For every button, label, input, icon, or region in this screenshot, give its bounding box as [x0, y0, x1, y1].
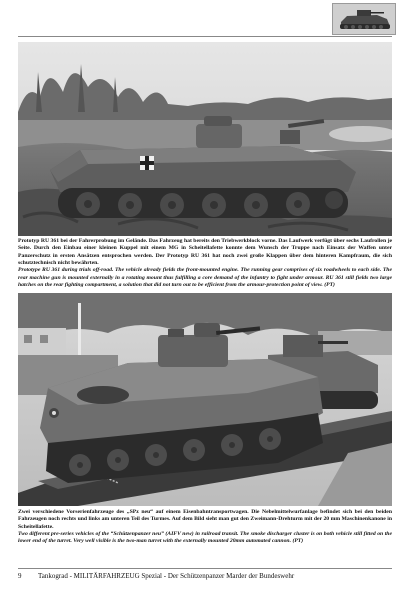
- caption-top: [18, 238, 392, 289]
- caption-bottom: [18, 509, 392, 546]
- caption-top-english: Prototype RU 361 during trials off-road. The vehicle already fields the front-mounted engine. The running gear comprises of six roadwheels to each side. The rear machine gun is mounted externally in a rotating mount thus fulfilling a core demand of the infantry to fight under armour. RU 361 still fields two large hatches on the rear fighting compartment, a solution that did not turn out to be efficient from the armour-protection point of view. (PT): [18, 267, 392, 289]
- page-footer: [18, 572, 392, 581]
- photo-preseries-rail-transport: [18, 293, 392, 506]
- caption-top-german: Prototyp RU 361 bei der Fahrerprobung im Gelände. Das Fahrzeug hat bereits den Triebwerkblock vorne. Das Laufwerk verfügt über sechs Laufrollen je Seite. Durch den Einbau einer kleinen Kuppel mit einem MG in Scheitellafette konnte dem Wunsch der Truppe nach Einsatz der Waffen unter Panzerschutz in ersten Ansätzen entsprochen werden. Der Prototyp RU 361 hat noch zwei große Klappen über dem hinteren Kampfraum, die sich schutztechnisch nicht bewährten.: [18, 238, 392, 267]
- caption-bottom-english: Two different pre-series vehicles of the “Schützenpanzer neu” (AIFV new) in railroad transit. The smoke discharger cluster is on both vehicle still fitted on the lower end of the turret. Very well visible is the two-man turret with the externally mounted 20mm automated cannon. (PT): [18, 531, 392, 545]
- page-number: 9: [18, 572, 22, 580]
- footer-title: Tankograd - MILITÄRFAHRZEUG Spezial - Der Schützenpanzer Marder der Bundeswehr: [38, 572, 295, 580]
- caption-bottom-german: Zwei verschiedene Vorserienfahrzeuge des „SPz neu“ auf einem Eisenbahntransportwagen. Die Nebelmittelwurfanlage befindet sich bei den beiden Fahrzeugen noch rechts und links am unteren Teil des Turmes. Auf dem Bild sieht man gut den Zweimann-Drehturm mit der 20 mm Maschinenkanone in Scheitellafette.: [18, 509, 392, 530]
- vehicle-thumbnail: [332, 3, 396, 35]
- header-rule: [18, 36, 392, 37]
- photo-prototype-ru361: [18, 42, 392, 236]
- footer-rule: [18, 568, 392, 569]
